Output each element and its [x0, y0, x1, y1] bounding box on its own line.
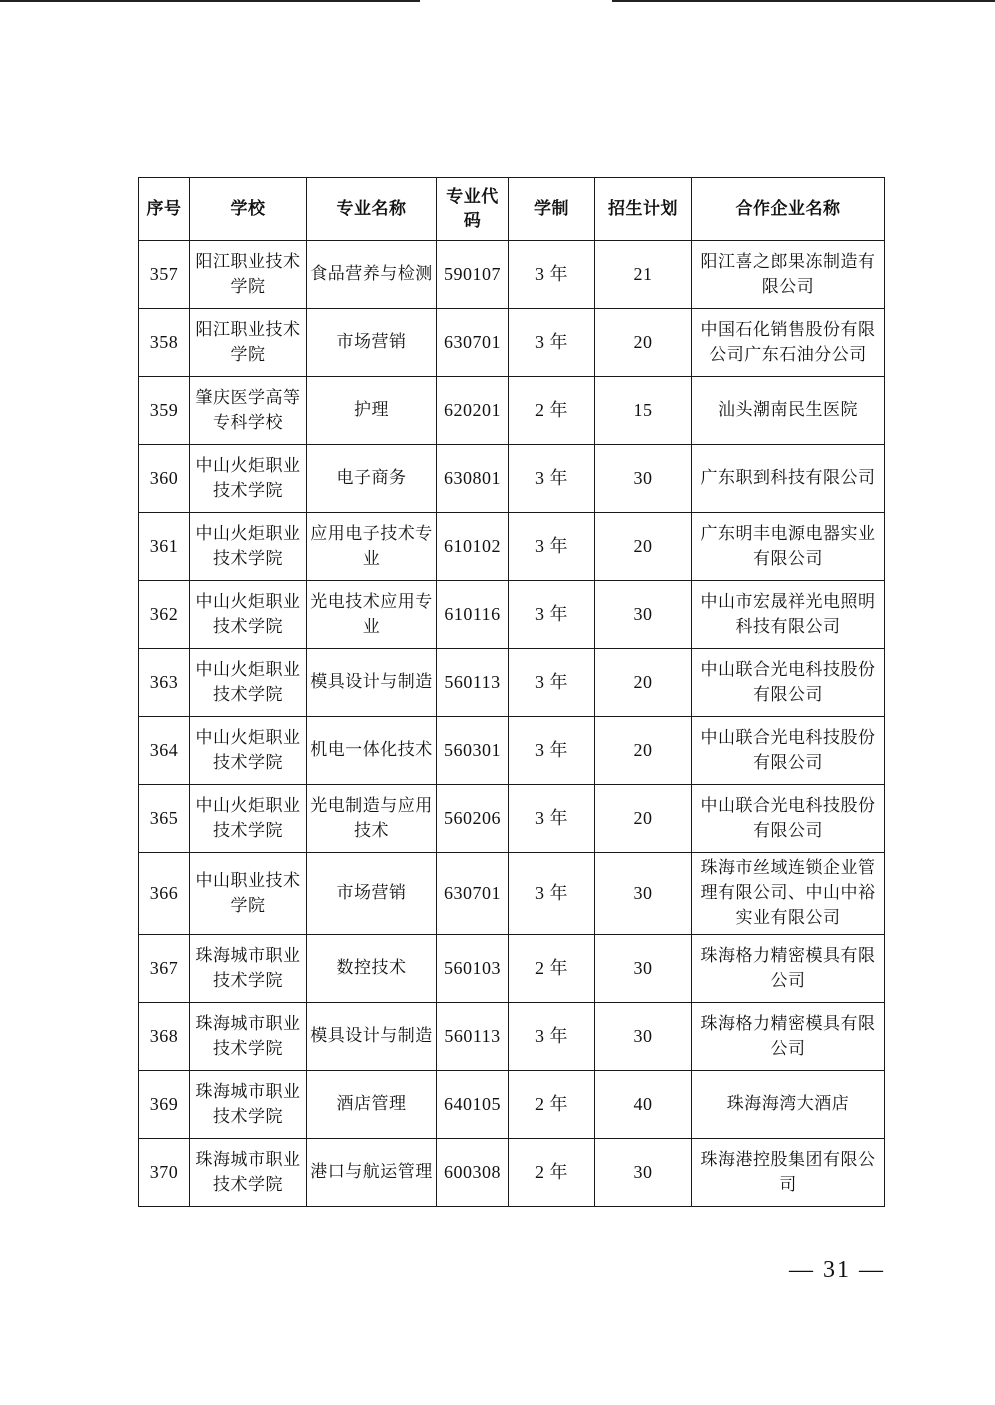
table-row — [139, 935, 885, 1003]
cell-major: 酒店管理 — [307, 1071, 437, 1139]
cell-major: 机电一体化技术 — [307, 717, 437, 785]
cell-major: 食品营养与检测 — [307, 241, 437, 309]
header-plan: 招生计划 — [595, 178, 692, 241]
cell-code: 560103 — [437, 935, 509, 1003]
header-school: 学校 — [190, 178, 307, 241]
table-body — [139, 241, 885, 1207]
cell-school: 中山火炬职业技术学院 — [190, 581, 307, 649]
cell-partner: 汕头潮南民生医院 — [692, 377, 885, 445]
cell-code: 610116 — [437, 581, 509, 649]
cell-plan: 30 — [595, 445, 692, 513]
cell-major: 应用电子技术专业 — [307, 513, 437, 581]
cell-school: 中山火炬职业技术学院 — [190, 649, 307, 717]
cell-plan: 20 — [595, 309, 692, 377]
cell-seq: 357 — [139, 241, 190, 309]
header-major: 专业名称 — [307, 178, 437, 241]
cell-seq: 365 — [139, 785, 190, 853]
cell-code: 630701 — [437, 309, 509, 377]
cell-major: 市场营销 — [307, 853, 437, 935]
cell-plan: 30 — [595, 581, 692, 649]
header-duration: 学制 — [509, 178, 595, 241]
cell-partner: 广东明丰电源电器实业有限公司 — [692, 513, 885, 581]
cell-seq: 363 — [139, 649, 190, 717]
cell-seq: 358 — [139, 309, 190, 377]
table-row — [139, 581, 885, 649]
cell-seq: 368 — [139, 1003, 190, 1071]
cell-partner: 珠海海湾大酒店 — [692, 1071, 885, 1139]
table-row — [139, 1071, 885, 1139]
cell-code: 590107 — [437, 241, 509, 309]
cell-school: 珠海城市职业技术学院 — [190, 1003, 307, 1071]
cell-school: 中山火炬职业技术学院 — [190, 717, 307, 785]
cell-partner: 广东职到科技有限公司 — [692, 445, 885, 513]
table-row — [139, 377, 885, 445]
cell-major: 市场营销 — [307, 309, 437, 377]
scan-edge-line-left — [0, 0, 420, 2]
cell-partner: 阳江喜之郎果冻制造有限公司 — [692, 241, 885, 309]
cell-duration: 3 年 — [509, 445, 595, 513]
cell-partner: 珠海港控股集团有限公司 — [692, 1139, 885, 1207]
cell-duration: 2 年 — [509, 377, 595, 445]
header-seq: 序号 — [139, 178, 190, 241]
cell-seq: 370 — [139, 1139, 190, 1207]
table-header-row — [139, 178, 885, 241]
cell-code: 610102 — [437, 513, 509, 581]
cell-major: 模具设计与制造 — [307, 649, 437, 717]
table-row — [139, 445, 885, 513]
cell-plan: 30 — [595, 1003, 692, 1071]
cell-duration: 3 年 — [509, 581, 595, 649]
enrollment-table — [138, 177, 885, 1207]
cell-duration: 2 年 — [509, 1071, 595, 1139]
cell-school: 中山火炬职业技术学院 — [190, 513, 307, 581]
cell-plan: 20 — [595, 649, 692, 717]
cell-code: 620201 — [437, 377, 509, 445]
cell-school: 阳江职业技术学院 — [190, 241, 307, 309]
header-code: 专业代码 — [437, 178, 509, 241]
cell-duration: 3 年 — [509, 853, 595, 935]
table-row — [139, 649, 885, 717]
cell-seq: 369 — [139, 1071, 190, 1139]
cell-partner: 珠海格力精密模具有限公司 — [692, 935, 885, 1003]
cell-code: 600308 — [437, 1139, 509, 1207]
cell-plan: 20 — [595, 717, 692, 785]
cell-plan: 30 — [595, 935, 692, 1003]
cell-duration: 3 年 — [509, 649, 595, 717]
cell-partner: 珠海市丝域连锁企业管理有限公司、中山中裕实业有限公司 — [692, 853, 885, 935]
table-row — [139, 513, 885, 581]
cell-major: 港口与航运管理 — [307, 1139, 437, 1207]
cell-partner: 中山联合光电科技股份有限公司 — [692, 717, 885, 785]
cell-partner: 中山联合光电科技股份有限公司 — [692, 649, 885, 717]
table-row — [139, 241, 885, 309]
cell-code: 630701 — [437, 853, 509, 935]
cell-duration: 3 年 — [509, 1003, 595, 1071]
table-row — [139, 717, 885, 785]
cell-seq: 364 — [139, 717, 190, 785]
cell-plan: 20 — [595, 513, 692, 581]
cell-duration: 3 年 — [509, 785, 595, 853]
cell-seq: 360 — [139, 445, 190, 513]
cell-school: 阳江职业技术学院 — [190, 309, 307, 377]
cell-duration: 3 年 — [509, 513, 595, 581]
cell-duration: 2 年 — [509, 935, 595, 1003]
cell-major: 模具设计与制造 — [307, 1003, 437, 1071]
cell-major: 数控技术 — [307, 935, 437, 1003]
cell-partner: 珠海格力精密模具有限公司 — [692, 1003, 885, 1071]
cell-major: 护理 — [307, 377, 437, 445]
table-row — [139, 1003, 885, 1071]
cell-plan: 30 — [595, 1139, 692, 1207]
cell-seq: 359 — [139, 377, 190, 445]
cell-plan: 30 — [595, 853, 692, 935]
cell-major: 光电技术应用专业 — [307, 581, 437, 649]
cell-duration: 3 年 — [509, 241, 595, 309]
cell-seq: 367 — [139, 935, 190, 1003]
cell-major: 光电制造与应用技术 — [307, 785, 437, 853]
cell-code: 630801 — [437, 445, 509, 513]
cell-school: 中山火炬职业技术学院 — [190, 785, 307, 853]
cell-partner: 中山市宏晟祥光电照明科技有限公司 — [692, 581, 885, 649]
cell-code: 640105 — [437, 1071, 509, 1139]
cell-code: 560206 — [437, 785, 509, 853]
cell-seq: 362 — [139, 581, 190, 649]
cell-partner: 中国石化销售股份有限公司广东石油分公司 — [692, 309, 885, 377]
page-number: — 31 — — [789, 1257, 885, 1283]
cell-partner: 中山联合光电科技股份有限公司 — [692, 785, 885, 853]
table-row — [139, 853, 885, 935]
cell-duration: 2 年 — [509, 1139, 595, 1207]
cell-major: 电子商务 — [307, 445, 437, 513]
cell-duration: 3 年 — [509, 309, 595, 377]
cell-seq: 361 — [139, 513, 190, 581]
cell-plan: 15 — [595, 377, 692, 445]
cell-code: 560113 — [437, 649, 509, 717]
cell-plan: 40 — [595, 1071, 692, 1139]
cell-school: 肇庆医学高等专科学校 — [190, 377, 307, 445]
cell-seq: 366 — [139, 853, 190, 935]
table-row — [139, 1139, 885, 1207]
scan-edge-line-right — [612, 0, 995, 2]
cell-school: 珠海城市职业技术学院 — [190, 935, 307, 1003]
cell-school: 中山职业技术学院 — [190, 853, 307, 935]
header-partner: 合作企业名称 — [692, 178, 885, 241]
cell-code: 560301 — [437, 717, 509, 785]
cell-school: 中山火炬职业技术学院 — [190, 445, 307, 513]
cell-plan: 21 — [595, 241, 692, 309]
cell-duration: 3 年 — [509, 717, 595, 785]
cell-plan: 20 — [595, 785, 692, 853]
table-row — [139, 309, 885, 377]
cell-school: 珠海城市职业技术学院 — [190, 1071, 307, 1139]
table-row — [139, 785, 885, 853]
cell-school: 珠海城市职业技术学院 — [190, 1139, 307, 1207]
cell-code: 560113 — [437, 1003, 509, 1071]
